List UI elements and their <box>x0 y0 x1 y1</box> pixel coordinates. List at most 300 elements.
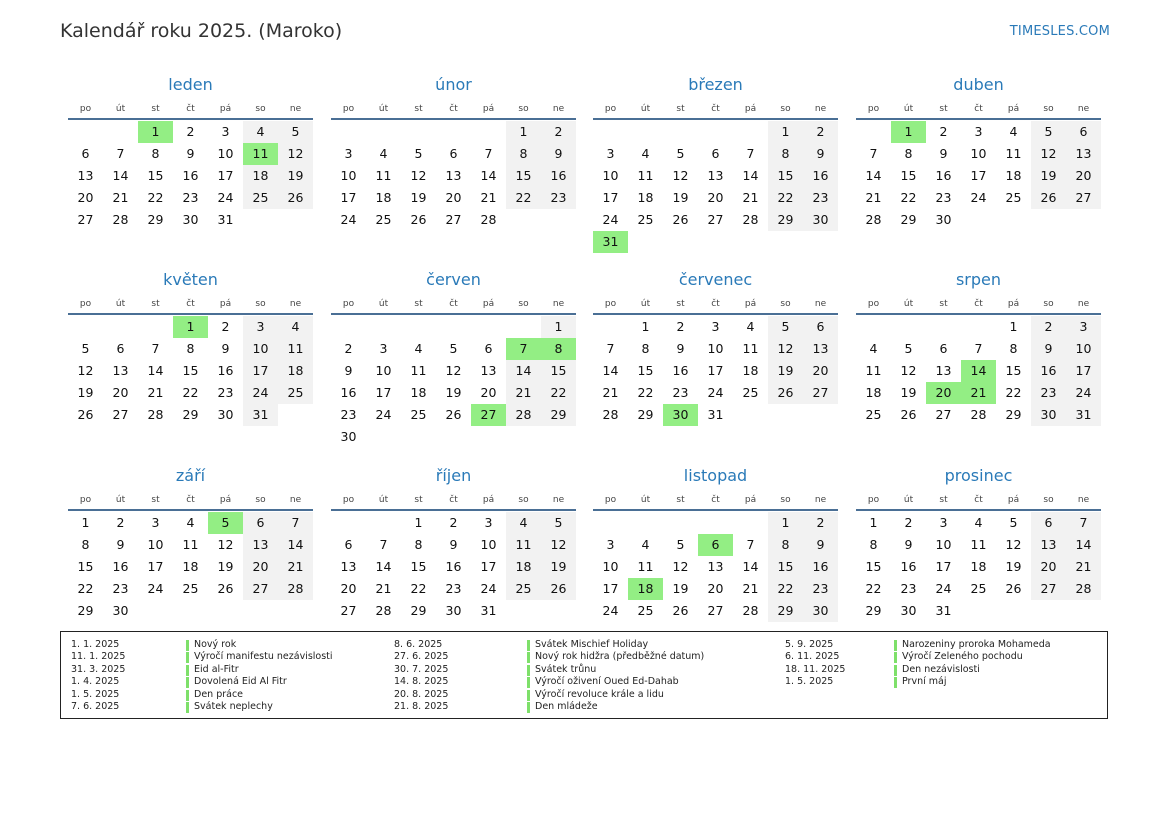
empty-cell <box>856 121 891 143</box>
day-cell: 19 <box>900 385 917 400</box>
day-cell: 31 <box>707 407 724 422</box>
day-cell: 27 <box>707 212 724 227</box>
day-cell: 2 <box>676 319 685 334</box>
legend-date: 1. 1. 2025 <box>71 639 120 650</box>
legend-date: 6. 11. 2025 <box>785 651 840 663</box>
weekday-label: út <box>640 299 651 309</box>
day-cell: 16 <box>340 385 357 400</box>
day-cell: 9 <box>939 146 948 161</box>
day-grid <box>856 316 1101 426</box>
day-cell: 23 <box>672 385 689 400</box>
day-cell: 7 <box>1066 512 1101 534</box>
day-cell: 7 <box>116 146 125 161</box>
day-cell: 20 <box>803 360 838 382</box>
weekday-label: so <box>780 495 791 505</box>
legend-marker <box>186 702 189 713</box>
month-divider <box>68 118 313 120</box>
day-cell: 5 <box>676 537 685 552</box>
weekday-label: st <box>151 495 160 505</box>
day-cell: 11 <box>375 168 392 183</box>
weekday-header <box>856 100 1101 118</box>
day-cell: 21 <box>480 190 497 205</box>
weekday-label: po <box>79 299 92 309</box>
day-cell: 11 <box>278 338 313 360</box>
day-cell: 19 <box>217 559 234 574</box>
day-cell: 24 <box>147 581 164 596</box>
day-cell: 4 <box>869 341 878 356</box>
day-cell: 24 <box>1066 382 1101 404</box>
empty-cell <box>856 316 891 338</box>
weekday-label: so <box>518 104 529 114</box>
day-cell: 25 <box>243 187 278 209</box>
empty-cell <box>733 121 768 143</box>
weekday-label: út <box>378 299 389 309</box>
day-cell: 26 <box>77 407 94 422</box>
day-cell: 4 <box>641 146 650 161</box>
day-cell: 21 <box>506 382 541 404</box>
weekday-label: út <box>115 495 126 505</box>
day-cell: 7 <box>746 537 755 552</box>
day-cell: 9 <box>904 537 913 552</box>
weekday-label: čt <box>186 495 195 505</box>
weekday-label: po <box>867 104 880 114</box>
holiday-day-cell: 7 <box>506 338 541 360</box>
legend-marker <box>527 677 530 688</box>
day-cell: 27 <box>1066 187 1101 209</box>
weekday-label: po <box>604 299 617 309</box>
weekday-label: po <box>604 495 617 505</box>
day-cell: 25 <box>637 603 654 618</box>
empty-cell <box>961 316 996 338</box>
day-cell: 4 <box>746 319 755 334</box>
day-cell: 20 <box>77 190 94 205</box>
weekday-label: pá <box>482 495 495 505</box>
day-cell: 28 <box>112 212 129 227</box>
day-cell: 29 <box>77 603 94 618</box>
day-cell: 22 <box>1005 385 1022 400</box>
day-cell: 6 <box>449 146 458 161</box>
weekday-label: ne <box>552 299 565 309</box>
day-cell: 24 <box>602 603 619 618</box>
weekday-label: ne <box>552 104 565 114</box>
day-cell: 23 <box>217 385 234 400</box>
day-cell: 30 <box>803 209 838 231</box>
legend-date: 5. 9. 2025 <box>785 639 834 650</box>
weekday-label: st <box>676 299 685 309</box>
day-cell: 3 <box>606 537 615 552</box>
day-cell: 6 <box>803 316 838 338</box>
month-name: srpen <box>955 270 1002 289</box>
weekday-header <box>331 491 576 509</box>
day-cell: 4 <box>506 512 541 534</box>
legend-holiday-name: Svátek trůnu <box>535 663 597 675</box>
day-cell: 10 <box>340 168 357 183</box>
legend-holiday-name: Den práce <box>194 688 244 700</box>
day-cell: 27 <box>707 603 724 618</box>
day-cell: 18 <box>1005 168 1022 183</box>
weekday-label: so <box>255 104 266 114</box>
legend-holiday-name: Den mládeže <box>535 700 598 712</box>
day-cell: 14 <box>742 168 759 183</box>
day-cell: 1 <box>768 512 803 534</box>
month-divider <box>593 509 838 511</box>
empty-cell <box>733 512 768 534</box>
legend-marker <box>527 665 530 676</box>
day-cell: 4 <box>186 515 195 530</box>
legend-row <box>785 664 1105 676</box>
day-cell: 3 <box>606 146 615 161</box>
legend-row <box>394 651 714 663</box>
day-cell: 4 <box>379 146 388 161</box>
weekday-label: po <box>79 495 92 505</box>
day-cell: 4 <box>1009 124 1018 139</box>
day-cell: 22 <box>147 190 164 205</box>
day-cell: 2 <box>803 512 838 534</box>
weekday-label: so <box>518 299 529 309</box>
weekday-header <box>68 100 313 118</box>
day-cell: 25 <box>410 407 427 422</box>
month-říjen <box>331 465 576 622</box>
day-cell: 22 <box>541 382 576 404</box>
legend-holiday-name: Nový rok <box>194 639 237 650</box>
empty-cell <box>593 121 628 143</box>
legend-row <box>71 701 391 713</box>
legend-date: 8. 6. 2025 <box>394 639 443 650</box>
legend-marker <box>186 690 189 701</box>
legend-holiday-name: Den nezávislosti <box>902 663 980 675</box>
month-name: duben <box>953 75 1004 94</box>
weekday-label: ne <box>1077 299 1090 309</box>
legend-marker <box>527 640 530 651</box>
day-cell: 26 <box>672 212 689 227</box>
weekday-label: st <box>939 299 948 309</box>
day-cell: 28 <box>506 404 541 426</box>
day-cell: 30 <box>935 212 952 227</box>
day-cell: 13 <box>340 559 357 574</box>
month-name: červenec <box>678 270 753 289</box>
day-cell: 13 <box>1031 534 1066 556</box>
weekday-label: čt <box>186 299 195 309</box>
day-cell: 5 <box>414 146 423 161</box>
weekday-label: so <box>255 299 266 309</box>
month-divider <box>68 313 313 315</box>
day-cell: 12 <box>77 363 94 378</box>
legend-column <box>71 639 391 713</box>
day-cell: 19 <box>541 556 576 578</box>
legend-date: 30. 7. 2025 <box>394 663 449 675</box>
empty-cell <box>891 316 926 338</box>
day-cell: 11 <box>410 363 427 378</box>
month-divider <box>856 509 1101 511</box>
day-cell: 23 <box>803 187 838 209</box>
legend-date: 1. 5. 2025 <box>71 688 120 700</box>
day-cell: 19 <box>445 385 462 400</box>
day-cell: 25 <box>970 581 987 596</box>
weekday-label: st <box>939 495 948 505</box>
day-cell: 14 <box>480 168 497 183</box>
day-cell: 24 <box>340 212 357 227</box>
day-cell: 26 <box>900 407 917 422</box>
weekday-header <box>331 295 576 313</box>
month-divider <box>331 118 576 120</box>
day-cell: 22 <box>637 385 654 400</box>
month-červen <box>331 269 576 448</box>
weekday-label: pá <box>1007 495 1020 505</box>
day-cell: 2 <box>116 515 125 530</box>
day-cell: 17 <box>147 559 164 574</box>
weekday-label: ne <box>1077 104 1090 114</box>
day-cell: 20 <box>340 581 357 596</box>
day-cell: 28 <box>1066 578 1101 600</box>
day-cell: 11 <box>182 537 199 552</box>
empty-cell <box>138 316 173 338</box>
weekday-label: čt <box>711 495 720 505</box>
empty-cell <box>401 121 436 143</box>
month-name: únor <box>435 75 472 94</box>
empty-cell <box>436 316 471 338</box>
day-cell: 18 <box>375 190 392 205</box>
legend-row <box>71 689 391 701</box>
holiday-day-cell: 8 <box>541 338 576 360</box>
empty-cell <box>436 121 471 143</box>
day-cell: 10 <box>707 341 724 356</box>
day-cell: 4 <box>641 537 650 552</box>
day-cell: 13 <box>112 363 129 378</box>
empty-cell <box>68 316 103 338</box>
day-cell: 12 <box>672 168 689 183</box>
day-cell: 15 <box>865 559 882 574</box>
legend-row <box>394 701 714 713</box>
empty-cell <box>698 512 733 534</box>
day-cell: 3 <box>711 319 720 334</box>
day-grid <box>856 121 1101 231</box>
day-cell: 18 <box>243 165 278 187</box>
day-cell: 9 <box>1031 338 1066 360</box>
weekday-label: so <box>780 299 791 309</box>
day-cell: 21 <box>112 190 129 205</box>
day-cell: 18 <box>742 363 759 378</box>
month-květen <box>68 269 313 426</box>
legend-row <box>71 676 391 688</box>
day-cell: 2 <box>344 341 353 356</box>
day-cell: 1 <box>506 121 541 143</box>
day-cell: 19 <box>768 360 803 382</box>
weekday-label: st <box>939 104 948 114</box>
empty-cell <box>331 121 366 143</box>
weekday-label: pá <box>219 495 232 505</box>
month-name: říjen <box>435 466 472 485</box>
legend-marker <box>186 665 189 676</box>
day-grid <box>331 316 576 448</box>
day-cell: 31 <box>935 603 952 618</box>
month-březen <box>593 74 838 253</box>
day-cell: 11 <box>637 559 654 574</box>
weekday-header <box>593 491 838 509</box>
weekday-label: út <box>640 104 651 114</box>
empty-cell <box>366 121 401 143</box>
legend-marker <box>186 640 189 651</box>
day-cell: 1 <box>1009 319 1018 334</box>
weekday-label: čt <box>974 495 983 505</box>
legend-column <box>785 639 1105 689</box>
day-cell: 31 <box>217 212 234 227</box>
day-cell: 4 <box>414 341 423 356</box>
day-cell: 27 <box>77 212 94 227</box>
day-cell: 9 <box>803 143 838 165</box>
day-cell: 21 <box>865 190 882 205</box>
day-grid <box>331 121 576 231</box>
day-cell: 19 <box>77 385 94 400</box>
day-cell: 3 <box>344 146 353 161</box>
day-cell: 6 <box>711 146 720 161</box>
month-listopad <box>593 465 838 622</box>
day-cell: 17 <box>935 559 952 574</box>
day-cell: 28 <box>375 603 392 618</box>
legend-row <box>394 689 714 701</box>
legend-row <box>394 676 714 688</box>
day-cell: 29 <box>865 603 882 618</box>
day-cell: 10 <box>1066 338 1101 360</box>
day-cell: 9 <box>541 143 576 165</box>
day-cell: 23 <box>935 190 952 205</box>
empty-cell <box>926 316 961 338</box>
weekday-header <box>856 295 1101 313</box>
month-divider <box>593 313 838 315</box>
empty-cell <box>593 512 628 534</box>
day-cell: 25 <box>506 578 541 600</box>
day-cell: 4 <box>243 121 278 143</box>
day-cell: 5 <box>81 341 90 356</box>
legend-column <box>394 639 714 713</box>
legend-row <box>71 664 391 676</box>
day-cell: 12 <box>217 537 234 552</box>
weekday-label: st <box>676 104 685 114</box>
day-cell: 30 <box>340 429 357 444</box>
day-cell: 14 <box>112 168 129 183</box>
day-cell: 5 <box>676 146 685 161</box>
month-divider <box>331 509 576 511</box>
day-cell: 8 <box>151 146 160 161</box>
day-cell: 6 <box>484 341 493 356</box>
day-cell: 15 <box>1005 363 1022 378</box>
month-srpen <box>856 269 1101 426</box>
day-cell: 27 <box>445 212 462 227</box>
weekday-label: st <box>414 495 423 505</box>
day-cell: 18 <box>278 360 313 382</box>
day-cell: 18 <box>182 559 199 574</box>
weekday-label: st <box>676 495 685 505</box>
day-cell: 9 <box>676 341 685 356</box>
month-divider <box>331 313 576 315</box>
day-cell: 28 <box>147 407 164 422</box>
day-cell: 24 <box>602 212 619 227</box>
day-cell: 2 <box>939 124 948 139</box>
day-cell: 12 <box>278 143 313 165</box>
day-grid <box>68 512 313 622</box>
day-cell: 28 <box>865 212 882 227</box>
day-cell: 30 <box>445 603 462 618</box>
day-cell: 22 <box>768 187 803 209</box>
day-cell: 15 <box>182 363 199 378</box>
day-cell: 3 <box>974 124 983 139</box>
weekday-label: st <box>151 104 160 114</box>
day-cell: 17 <box>217 168 234 183</box>
day-cell: 14 <box>602 363 619 378</box>
weekday-header <box>68 295 313 313</box>
day-cell: 11 <box>742 341 759 356</box>
day-cell: 3 <box>243 316 278 338</box>
day-cell: 15 <box>147 168 164 183</box>
holiday-day-cell: 18 <box>628 578 663 600</box>
site-link[interactable]: TIMESLES.COM <box>1009 24 1110 39</box>
holiday-day-cell: 31 <box>593 231 628 253</box>
weekday-label: pá <box>219 299 232 309</box>
day-cell: 14 <box>1066 534 1101 556</box>
day-cell: 12 <box>410 168 427 183</box>
day-cell: 28 <box>742 212 759 227</box>
day-cell: 12 <box>768 338 803 360</box>
day-cell: 8 <box>768 143 803 165</box>
day-cell: 25 <box>278 382 313 404</box>
holiday-legend <box>60 631 1108 719</box>
empty-cell <box>663 121 698 143</box>
legend-row <box>394 639 714 651</box>
day-cell: 27 <box>803 382 838 404</box>
day-cell: 10 <box>217 146 234 161</box>
day-cell: 9 <box>344 363 353 378</box>
weekday-label: čt <box>974 299 983 309</box>
day-cell: 30 <box>803 600 838 622</box>
day-cell: 13 <box>803 338 838 360</box>
legend-holiday-name: Svátek neplechy <box>194 700 273 712</box>
day-cell: 12 <box>672 559 689 574</box>
day-cell: 26 <box>278 187 313 209</box>
weekday-label: po <box>342 495 355 505</box>
day-cell: 20 <box>112 385 129 400</box>
day-cell: 16 <box>182 168 199 183</box>
day-cell: 21 <box>602 385 619 400</box>
day-cell: 5 <box>541 512 576 534</box>
month-duben <box>856 74 1101 231</box>
day-cell: 17 <box>707 363 724 378</box>
empty-cell <box>401 316 436 338</box>
day-cell: 19 <box>1005 559 1022 574</box>
day-cell: 11 <box>970 537 987 552</box>
day-cell: 13 <box>243 534 278 556</box>
legend-date: 1. 4. 2025 <box>71 676 120 688</box>
holiday-day-cell: 6 <box>698 534 733 556</box>
day-cell: 31 <box>1066 404 1101 426</box>
day-cell: 17 <box>340 190 357 205</box>
holiday-day-cell: 14 <box>961 360 996 382</box>
day-grid <box>331 512 576 622</box>
day-cell: 12 <box>445 363 462 378</box>
day-cell: 30 <box>112 603 129 618</box>
day-cell: 29 <box>147 212 164 227</box>
legend-date: 14. 8. 2025 <box>394 676 449 688</box>
holiday-day-cell: 21 <box>961 382 996 404</box>
day-grid <box>856 512 1101 622</box>
day-cell: 26 <box>672 603 689 618</box>
day-cell: 8 <box>904 146 913 161</box>
weekday-label: pá <box>1007 104 1020 114</box>
legend-row <box>785 676 1105 688</box>
empty-cell <box>68 121 103 143</box>
legend-marker <box>894 677 897 688</box>
legend-row <box>71 651 391 663</box>
month-září <box>68 465 313 622</box>
day-cell: 25 <box>742 385 759 400</box>
